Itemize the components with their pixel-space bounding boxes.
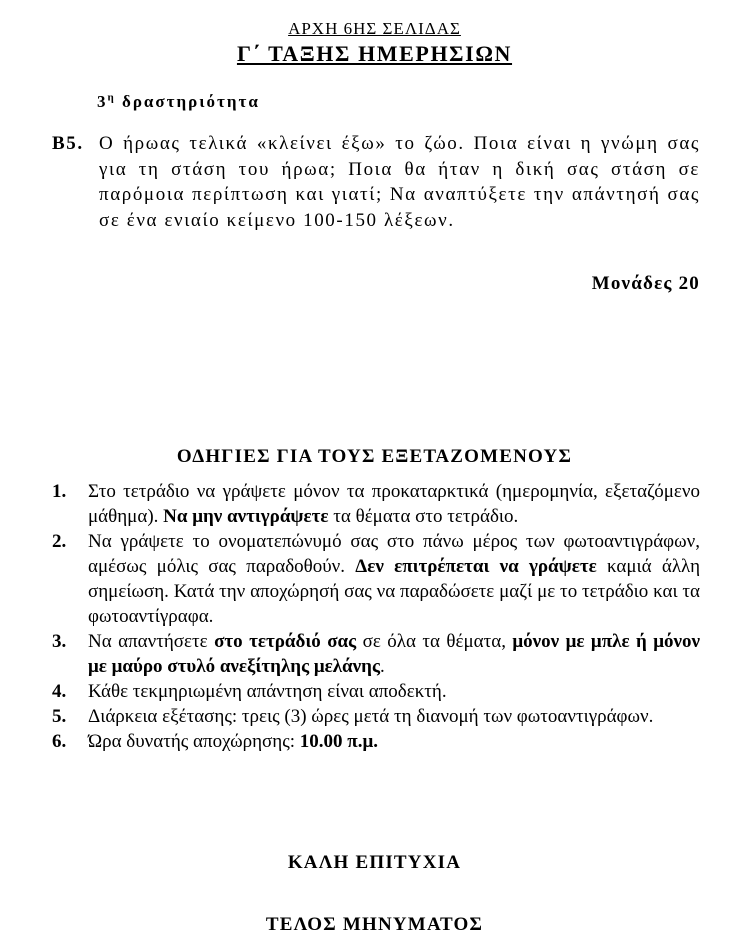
instruction-text: σε όλα τα θέματα,: [356, 631, 513, 652]
instruction-item: [52, 479, 700, 529]
instruction-text: τα θέματα στο τετράδιο.: [328, 506, 519, 527]
instruction-number: 2.: [52, 531, 67, 552]
activity-superscript: η: [107, 91, 116, 104]
question-points: Μονάδες 20: [591, 273, 700, 294]
activity-number: 3: [97, 92, 108, 111]
class-title: Γ΄ ΤΑΞΗΣ ΗΜΕΡΗΣΙΩΝ: [236, 41, 513, 66]
instruction-text: Διάρκεια εξέτασης: τρεις (3) ώρες μετά τη διανομή των φωτοαντιγράφων.: [88, 706, 654, 727]
instruction-number: 3.: [52, 631, 67, 652]
instruction-text-bold: Να μην αντιγράψετε: [163, 506, 329, 527]
instruction-number: 5.: [52, 706, 67, 727]
instruction-text: Ώρα δυνατής αποχώρησης:: [88, 731, 300, 752]
instruction-text: .: [379, 656, 385, 677]
instruction-text-bold: μόνον με μπλε ή μόνον με μαύρο στυλό ανεξίτηλης μελάνης: [88, 631, 700, 677]
instruction-text: Να γράψετε το ονοματεπώνυμό σας στο πάνω μέρος των φωτοαντιγράφων, αμέσως μόλις σας παραδοθούν.: [88, 531, 700, 577]
instruction-number: 4.: [52, 681, 67, 702]
instruction-text: Να απαντήσετε: [88, 631, 215, 652]
question-number: Β5.: [52, 133, 84, 154]
instruction-text: Κάθε τεκμηριωμένη απάντηση είναι αποδεκτή.: [88, 681, 447, 702]
instruction-item: [52, 529, 700, 629]
instruction-item: [52, 679, 700, 704]
end-of-message-text: ΤΕΛΟΣ ΜΗΝΥΜΑΤΟΣ: [265, 914, 484, 935]
activity-label: δραστηριότητα: [122, 92, 260, 111]
good-luck-text: ΚΑΛΗ ΕΠΙΤΥΧΙΑ: [287, 852, 462, 873]
instruction-text: Στο τετράδιο να γράψετε μόνον τα προκαταρκτικά (ημερομηνία, εξεταζόμενο μάθημα).: [88, 481, 700, 527]
instruction-text: καμιά άλλη σημείωση. Κατά την αποχώρησή σας να παραδώσετε μαζί με το τετράδιο και τα φωτοαντίγραφα.: [88, 556, 701, 627]
instruction-number: 6.: [52, 731, 67, 752]
instructions-list: [52, 479, 700, 754]
instruction-item: [52, 729, 700, 754]
page-start-label: ΑΡΧΗ 6ΗΣ ΣΕΛΙΔΑΣ: [288, 19, 461, 38]
instructions-title: ΟΔΗΓΙΕΣ ΓΙΑ ΤΟΥΣ ΕΞΕΤΑΖΟΜΕΝΟΥΣ: [176, 446, 573, 467]
instruction-number: 1.: [52, 481, 67, 502]
activity-heading: [97, 92, 260, 112]
instruction-item: [52, 704, 700, 729]
instruction-item: [52, 629, 700, 679]
instruction-text-bold: 10.00 π.μ.: [299, 731, 378, 752]
instruction-text-bold: Δεν επιτρέπεται να γράψετε: [355, 556, 597, 577]
question-b5: [52, 131, 700, 233]
question-text: Ο ήρωας τελικά «κλείνει έξω» το ζώο. Ποια είναι η γνώμη σας για τη στάση του ήρωα; Ποια θα ήταν η δική σας στάση σε παρόμοια περίπτωση και γιατί; Να αναπτύξετε την απάντησή σας σε ένα ενιαίο κείμενο 100-150 λέξεων.: [99, 133, 700, 231]
instruction-text-bold: στο τετράδιό σας: [214, 631, 357, 652]
